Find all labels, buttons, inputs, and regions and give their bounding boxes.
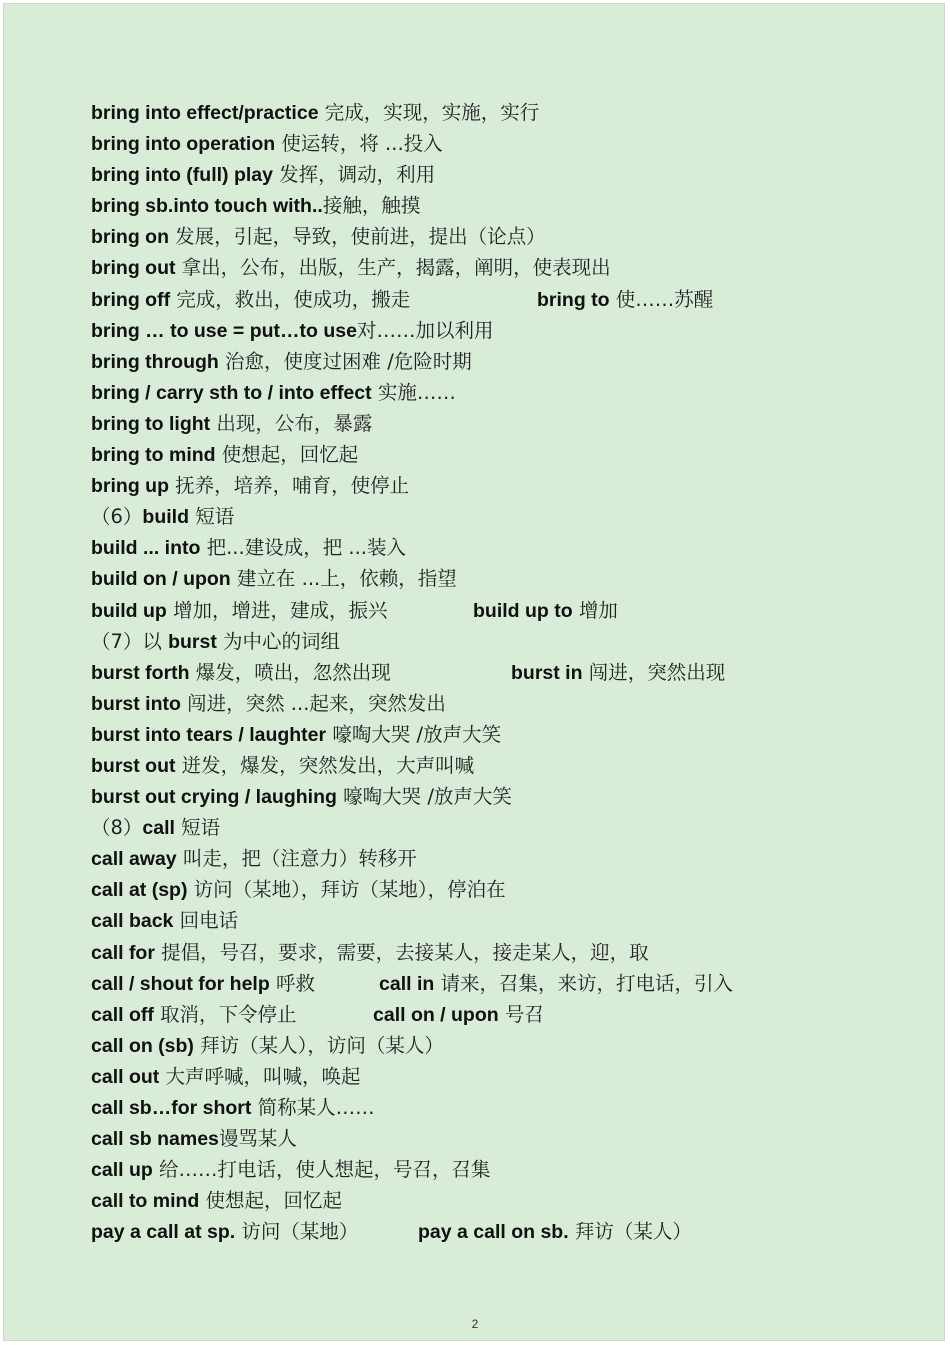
phrase-term: build ... into bbox=[91, 537, 201, 560]
phrase-meaning: 迸发，爆发，突然发出，大声叫喊 bbox=[175, 753, 475, 777]
phrase-term: bring to mind bbox=[91, 444, 216, 467]
phrase-meaning: （8） bbox=[91, 816, 143, 840]
phrase-meaning: 短语 bbox=[189, 505, 235, 529]
phrase-term: burst into tears / laughter bbox=[91, 723, 327, 746]
phrase-term: bring to light bbox=[91, 412, 211, 435]
phrase-line bbox=[91, 315, 911, 346]
phrase-meaning: 为中心的词组 bbox=[216, 629, 341, 653]
phrase-line bbox=[91, 377, 911, 408]
phrase-term: call out bbox=[91, 1065, 160, 1088]
phrase-line bbox=[91, 1123, 911, 1154]
phrase-line bbox=[91, 812, 911, 843]
phrase-term: bring … to use = put…to use bbox=[91, 319, 357, 342]
phrase-meaning: 号召 bbox=[498, 1002, 544, 1026]
phrase-line bbox=[91, 563, 911, 594]
phrase-line bbox=[91, 719, 911, 750]
phrase-term: call for bbox=[91, 941, 155, 964]
phrase-meaning: （7）以 bbox=[91, 629, 169, 653]
phrase-line bbox=[91, 128, 911, 159]
phrase-meaning: 增加 bbox=[572, 598, 618, 622]
phrase-term: bring out bbox=[91, 257, 176, 280]
phrase-line bbox=[91, 346, 911, 377]
phrase-term: burst in bbox=[511, 661, 583, 684]
phrase-line bbox=[91, 905, 911, 936]
phrase-meaning: 谩骂某人 bbox=[218, 1127, 297, 1151]
phrase-meaning: 出现，公布，暴露 bbox=[210, 411, 373, 435]
phrase-line bbox=[91, 937, 911, 968]
phrase-term: bring sb.into touch with.. bbox=[91, 195, 323, 218]
phrase-line bbox=[91, 1154, 911, 1185]
phrase-meaning: 简称某人…… bbox=[251, 1096, 375, 1119]
phrase-line bbox=[91, 595, 911, 626]
phrase-term: call back bbox=[91, 910, 174, 933]
phrase-meaning: 增加，增进，建成，振兴 bbox=[166, 598, 388, 622]
phrase-meaning: 对……加以利用 bbox=[356, 318, 494, 342]
phrase-meaning: 提倡，号召，要求，需要，去接某人，接走某人，迎，取 bbox=[154, 940, 649, 964]
phrase-meaning: 拜访（某人），访问（某人） bbox=[193, 1033, 444, 1057]
phrase-line bbox=[91, 750, 911, 781]
phrase-meaning: 叫走，把（注意力）转移开 bbox=[176, 847, 417, 871]
phrase-meaning: 完成，救出，使成功，搬走 bbox=[170, 287, 411, 311]
phrase-term: burst bbox=[168, 630, 217, 653]
phrase-term: call bbox=[142, 817, 175, 840]
document-page bbox=[3, 3, 945, 1341]
phrase-second-column bbox=[473, 595, 618, 627]
phrase-meaning: 嚎啕大哭 /放声大笑 bbox=[336, 785, 512, 809]
phrase-term: call up bbox=[91, 1159, 153, 1182]
phrase-term: bring into effect/practice bbox=[91, 102, 319, 124]
phrase-term: bring to bbox=[537, 288, 610, 311]
phrase-term: pay a call at sp. bbox=[91, 1221, 236, 1244]
phrase-meaning: 完成，实现，实施，实行 bbox=[318, 101, 540, 124]
phrase-line bbox=[91, 1185, 911, 1216]
phrase-term: burst out crying / laughing bbox=[91, 786, 337, 809]
phrase-meaning: （6） bbox=[91, 505, 143, 529]
phrase-meaning: 爆发，喷出，忽然出现 bbox=[189, 660, 391, 684]
phrase-term: call on / upon bbox=[373, 1003, 499, 1026]
phrase-term: call to mind bbox=[91, 1190, 200, 1213]
phrase-line bbox=[91, 532, 911, 563]
phrase-meaning: 大声呼喊，叫喊，唤起 bbox=[159, 1064, 361, 1088]
phrase-list bbox=[91, 97, 911, 1247]
phrase-term: burst out bbox=[91, 754, 176, 777]
page-number: 2 bbox=[471, 1317, 479, 1331]
phrase-line bbox=[91, 284, 911, 315]
phrase-line bbox=[91, 781, 911, 812]
phrase-term: call off bbox=[91, 1003, 154, 1026]
phrase-line bbox=[91, 688, 911, 719]
phrase-meaning: 发展，引起，导致，使前进，提出（论点） bbox=[168, 225, 546, 249]
phrase-term: call away bbox=[91, 848, 177, 871]
phrase-meaning: 抚养，培养，哺育，使停止 bbox=[168, 474, 410, 498]
phrase-meaning: 使想起，回忆起 bbox=[215, 443, 359, 467]
phrase-term: bring / carry sth to / into effect bbox=[91, 381, 372, 404]
phrase-term: build up bbox=[91, 599, 167, 622]
phrase-meaning: 建立在 ...上，依赖，指望 bbox=[230, 567, 457, 591]
phrase-line bbox=[91, 968, 911, 999]
phrase-term: burst into bbox=[91, 692, 181, 715]
phrase-meaning: 嚎啕大哭 /放声大笑 bbox=[326, 722, 502, 746]
phrase-meaning: 回电话 bbox=[173, 909, 239, 933]
phrase-second-column bbox=[418, 1216, 692, 1248]
phrase-meaning: 使运转，将 ...投入 bbox=[275, 132, 443, 156]
phrase-meaning: 访问（某地），拜访（某地），停泊在 bbox=[187, 878, 506, 902]
phrase-meaning: 呼救 bbox=[269, 971, 315, 995]
phrase-meaning: 访问（某地） bbox=[235, 1220, 359, 1244]
phrase-term: pay a call on sb. bbox=[418, 1221, 569, 1244]
phrase-meaning: 取消，下令停止 bbox=[153, 1002, 297, 1026]
phrase-line bbox=[91, 501, 911, 532]
phrase-line bbox=[91, 843, 911, 874]
phrase-term: bring into operation bbox=[91, 133, 276, 156]
phrase-line bbox=[91, 190, 911, 221]
phrase-term: burst forth bbox=[91, 661, 190, 684]
phrase-term: bring on bbox=[91, 226, 169, 249]
phrase-term: bring into (full) play bbox=[91, 164, 273, 187]
phrase-meaning: 治愈，使度过困难 /危险时期 bbox=[218, 349, 472, 373]
phrase-second-column bbox=[537, 284, 713, 316]
phrase-term: call sb names bbox=[91, 1128, 219, 1151]
phrase-line bbox=[91, 657, 911, 688]
phrase-term: build up to bbox=[473, 599, 573, 622]
phrase-term: call on (sb) bbox=[91, 1034, 194, 1057]
phrase-term: bring through bbox=[91, 350, 219, 373]
phrase-second-column bbox=[511, 657, 725, 689]
phrase-line bbox=[91, 874, 911, 905]
phrase-meaning: 闯进，突然 ...起来，突然发出 bbox=[180, 691, 446, 715]
phrase-meaning: 使想起，回忆起 bbox=[199, 1189, 343, 1213]
phrase-term: call / shout for help bbox=[91, 972, 270, 995]
phrase-meaning: 发挥，调动，利用 bbox=[272, 163, 436, 187]
phrase-line bbox=[91, 1216, 911, 1247]
phrase-meaning: 短语 bbox=[174, 816, 221, 840]
phrase-second-column bbox=[373, 999, 544, 1031]
phrase-meaning: 接触，触摸 bbox=[322, 194, 421, 218]
phrase-line bbox=[91, 999, 911, 1030]
phrase-line bbox=[91, 221, 911, 252]
phrase-second-column bbox=[379, 968, 733, 1000]
phrase-term: build bbox=[142, 506, 189, 529]
phrase-line bbox=[91, 626, 911, 657]
phrase-line bbox=[91, 1092, 911, 1123]
phrase-line bbox=[91, 1061, 911, 1092]
phrase-meaning: 拜访（某人） bbox=[568, 1220, 692, 1244]
phrase-term: call sb…for short bbox=[91, 1097, 252, 1119]
phrase-line bbox=[91, 97, 911, 128]
phrase-meaning: 闯进，突然出现 bbox=[582, 660, 726, 684]
phrase-meaning: 请来，召集，来访，打电话，引入 bbox=[434, 971, 733, 995]
phrase-line bbox=[91, 252, 911, 283]
phrase-meaning: 把...建设成，把 ...装入 bbox=[200, 536, 406, 560]
phrase-meaning: 实施…… bbox=[371, 380, 456, 404]
phrase-line bbox=[91, 159, 911, 190]
phrase-line bbox=[91, 470, 911, 501]
phrase-term: bring up bbox=[91, 475, 169, 498]
phrase-term: call in bbox=[379, 972, 435, 995]
phrase-line bbox=[91, 408, 911, 439]
phrase-meaning: 给……打电话，使人想起，号召，召集 bbox=[152, 1158, 491, 1182]
phrase-line bbox=[91, 1030, 911, 1061]
phrase-term: call at (sp) bbox=[91, 879, 188, 902]
phrase-term: build on / upon bbox=[91, 568, 231, 591]
phrase-meaning: 使……苏醒 bbox=[609, 287, 714, 311]
phrase-meaning: 拿出，公布，出版，生产，揭露，阐明，使表现出 bbox=[175, 256, 611, 280]
phrase-term: bring off bbox=[91, 288, 171, 311]
phrase-line bbox=[91, 439, 911, 470]
